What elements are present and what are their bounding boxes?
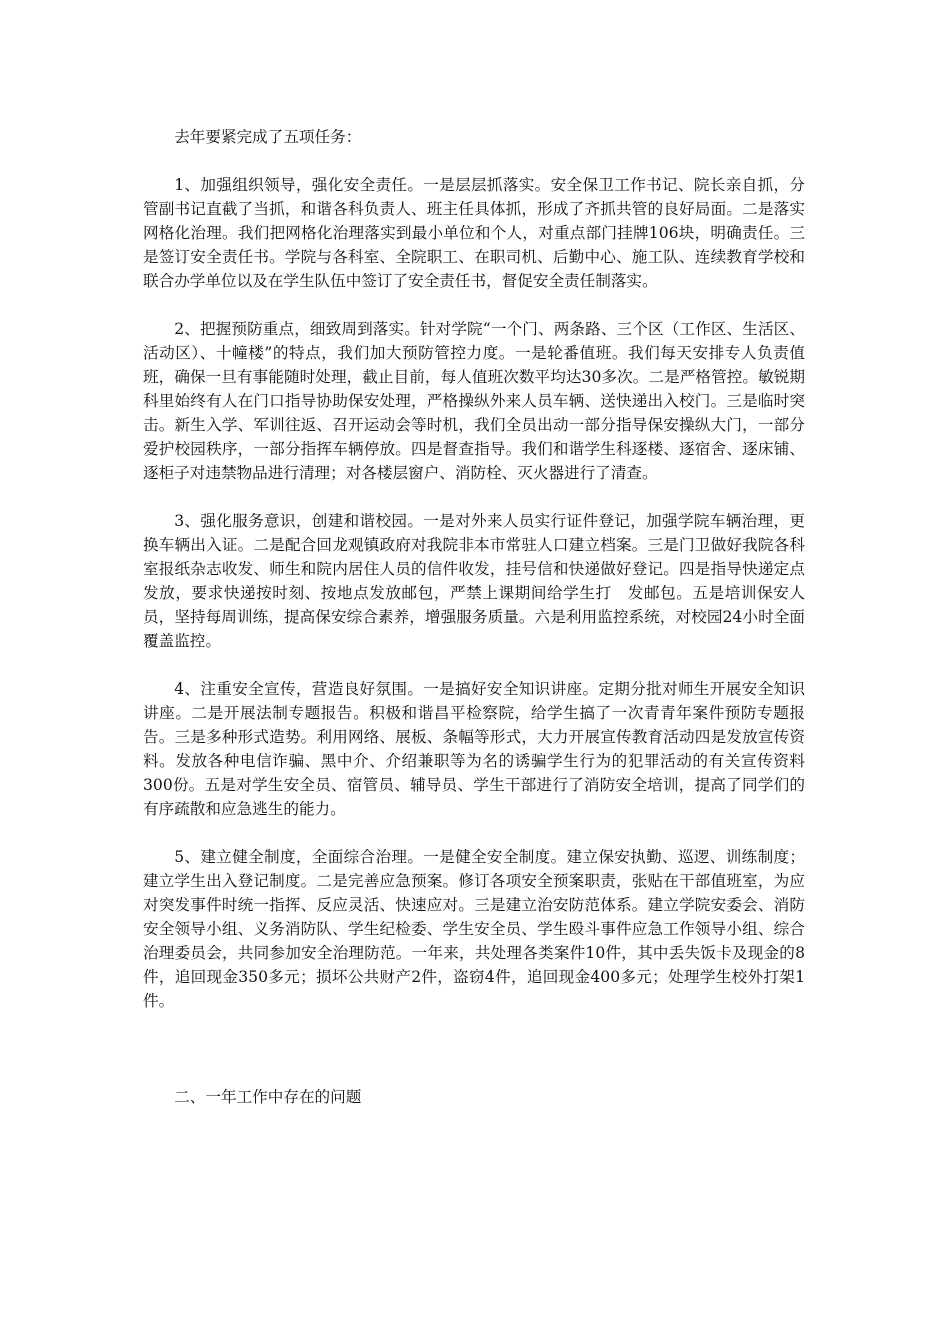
section-heading: 二、一年工作中存在的问题 [174, 1088, 362, 1106]
paragraph-spacer [143, 293, 805, 317]
task-2-paragraph: 2、把握预防重点，细致周到落实。针对学院“一个门、两条路、三个区（工作区、生活区、活动区）、十幢楼”的特点，我们加大预防管控力度。一是轮番值班。我们每天安排专人负责值班，确保一旦有事能随时处理，截止目前，每人值班次数平均达30多次。二是严格管控。敏锐期科里始终有人在门口指导协助保安处理，严格操纵外来人员车辆、送快递出入校门。三是临时突击。新生入学、军训往返、召开运动会等时机，我们全员出动一部分指导保安操纵大门，一部分爱护校园秩序，一部分指挥车辆停放。四是督查指导。我们和谐学生科逐楼、逐宿舍、逐床铺、逐柜子对违禁物品进行清理；对各楼层窗户、消防栓、灭火器进行了清查。 [143, 320, 805, 482]
task-4-paragraph: 4、注重安全宣传，营造良好氛围。一是搞好安全知识讲座。定期分批对师生开展安全知识讲座。二是开展法制专题报告。积极和谐昌平检察院，给学生搞了一次青青年案件预防专题报告。三是多种形式造势。利用网络、展板、条幅等形式，大力开展宣传教育活动四是发放宣传资料。发放各种电信诈骗、黑中介、介绍兼职等为名的诱骗学生行为的犯罪活动的有关宣传资料300份。五是对学生安全员、宿管员、辅导员、学生干部进行了消防安全培训，提高了同学们的有序疏散和应急逃生的能力。 [143, 680, 805, 818]
task-5-paragraph: 5、建立健全制度，全面综合治理。一是健全安全制度。建立保安执勤、巡逻、训练制度；建立学生出入登记制度。二是完善应急预案。修订各项安全预案职责，张贴在干部值班室，为应对突发事件时统一指挥、反应灵活、快速应对。三是建立治安防范体系。建立学院安委会、消防安全领导小组、义务消防队、学生纪检委、学生安全员、学生殴斗事件应急工作领导小组、综合治理委员会，共同参加安全治理防范。一年来，共处理各类案件10件，其中丢失饭卡及现金的8件，追回现金350多元；损坏公共财产2件，盗窃4件，追回现金400多元；处理学生校外打架1件。 [143, 848, 805, 1010]
document-body [143, 125, 805, 1109]
task-3-paragraph: 3、强化服务意识，创建和谐校园。一是对外来人员实行证件登记，加强学院车辆治理，更换车辆出入证。二是配合回龙观镇政府对我院非本市常驻人口建立档案。三是门卫做好我院各科室报纸杂志收发、师生和院内居住人员的信件收发，挂号信和快递做好登记。四是指导快递定点发放，要求快递按时刻、按地点发放邮包，严禁上课期间给学生打 发邮包。五是培训保安人员，坚持每周训练，提高保安综合素养，增强服务质量。六是利用监控系统，对校园24小时全面覆盖监控。 [143, 512, 805, 650]
section-spacer [143, 1013, 805, 1085]
task-1-paragraph: 1、加强组织领导，强化安全责任。一是层层抓落实。安全保卫工作书记、院长亲自抓，分管副书记直截了当抓，和谐各科负责人、班主任具体抓，形成了齐抓共管的良好局面。二是落实网格化治理。我们把网格化治理落实到最小单位和个人，对重点部门挂牌106块，明确责任。三是签订安全责任书。学院与各科室、全院职工、在职司机、后勤中心、施工队、连续教育学校和联合办学单位以及在学生队伍中签订了安全责任书，督促安全责任制落实。 [143, 176, 805, 290]
intro-paragraph: 去年要紧完成了五项任务： [174, 128, 362, 146]
paragraph-spacer [143, 149, 805, 173]
paragraph-spacer [143, 653, 805, 677]
paragraph-spacer [143, 485, 805, 509]
paragraph-spacer [143, 821, 805, 845]
